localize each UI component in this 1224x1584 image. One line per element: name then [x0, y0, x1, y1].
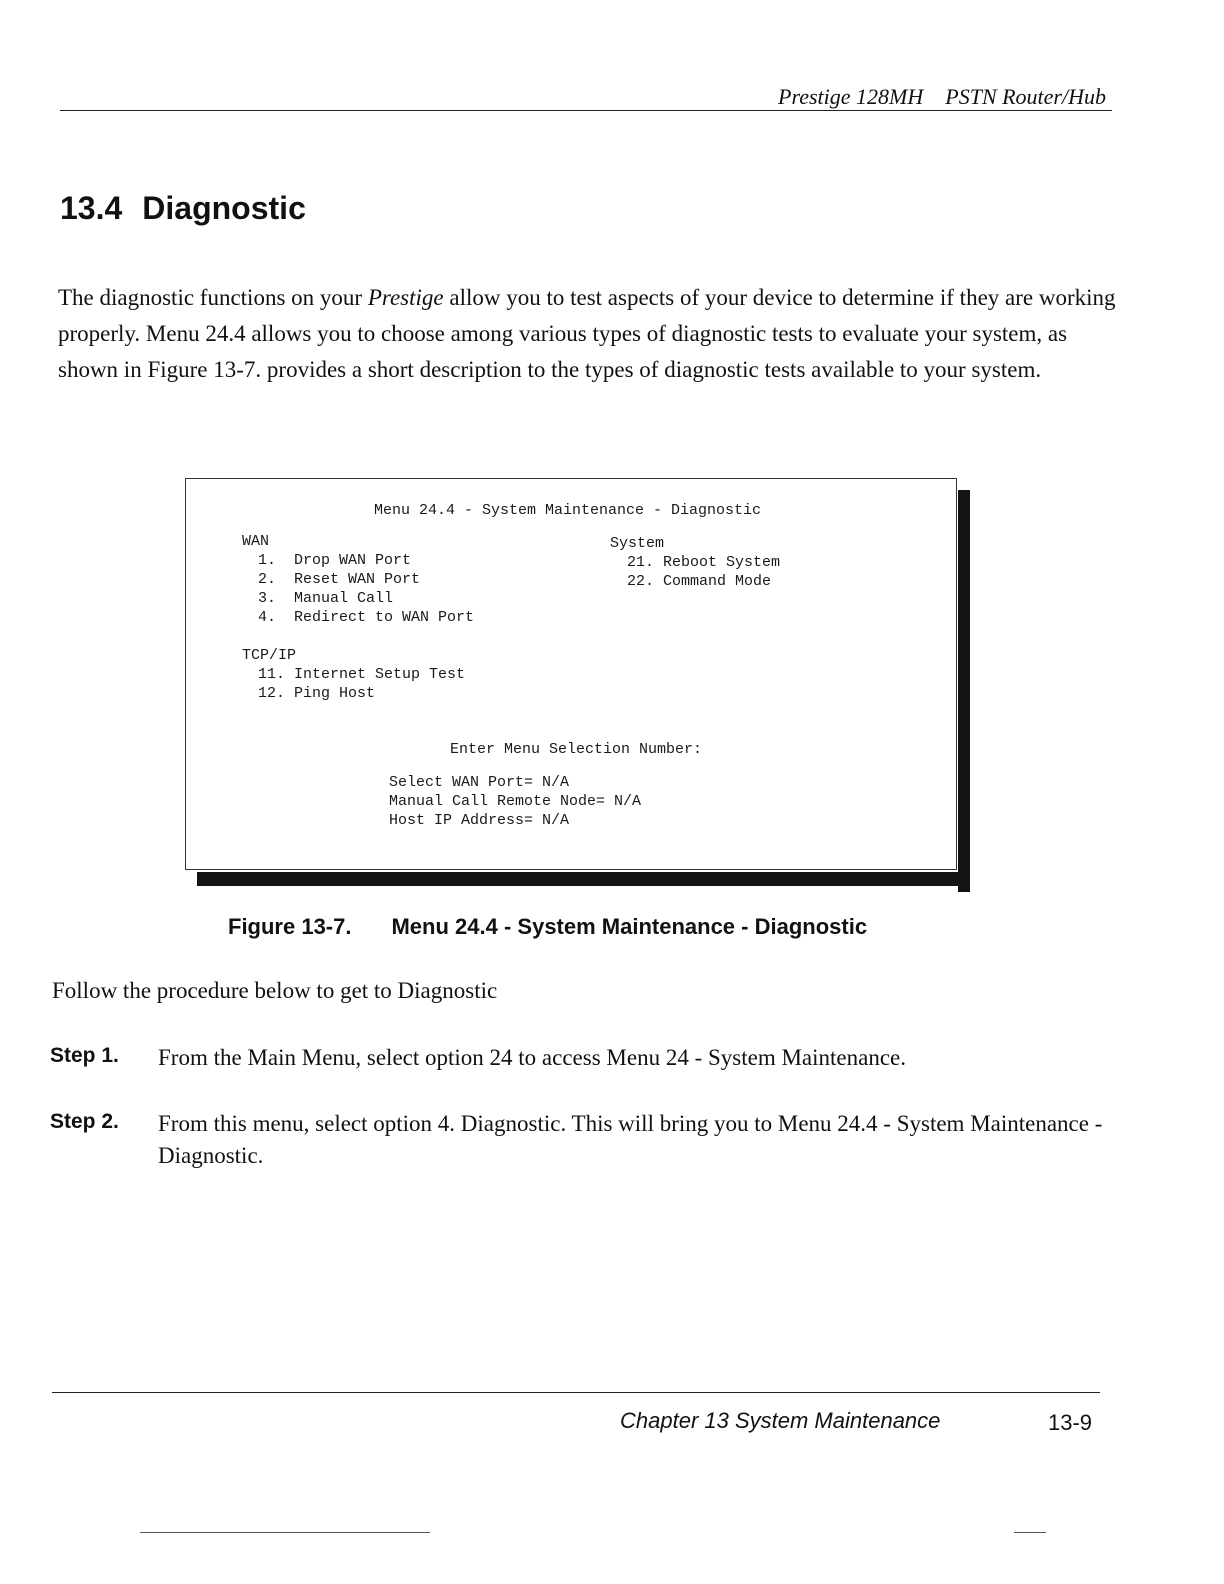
- figure-title: Menu 24.4 - System Maintenance - Diagnostic: [391, 914, 868, 939]
- figure-shadow-bottom: [197, 872, 970, 886]
- tcpip-heading: TCP/IP: [242, 647, 297, 664]
- header-product: Prestige 128MH: [778, 84, 924, 109]
- wan-item-reset: 2. Reset WAN Port: [258, 571, 421, 588]
- figure-shadow-right: [958, 490, 970, 892]
- page-number: 13-9: [1048, 1410, 1093, 1435]
- figure-label: Figure 13-7.: [228, 914, 352, 939]
- wan-heading: WAN: [242, 533, 270, 550]
- procedure-intro: Follow the procedure below to get to Diagnostic: [52, 978, 498, 1003]
- running-header: [778, 84, 1106, 110]
- system-heading: System: [610, 535, 665, 552]
- step-1-text: From the Main Menu, select option 24 to access Menu 24 - System Maintenance.: [158, 1045, 906, 1070]
- section-title: Diagnostic: [142, 190, 306, 226]
- wan-item-manual-call: 3. Manual Call: [258, 590, 394, 607]
- intro-emphasis: Prestige: [367, 285, 444, 310]
- step-1-label: Step 1.: [50, 1044, 119, 1067]
- system-item-reboot: 21. Reboot System: [627, 554, 781, 571]
- scan-artifact-line: [1014, 1532, 1046, 1533]
- field-manual-call-node: Manual Call Remote Node= N/A: [389, 793, 642, 810]
- section-number: 13.4: [60, 190, 123, 226]
- tcpip-item-ping: 12. Ping Host: [258, 685, 376, 702]
- intro-paragraph: [58, 280, 1118, 388]
- menu-screen: [185, 478, 957, 870]
- field-host-ip: Host IP Address= N/A: [389, 812, 570, 829]
- figure-caption: [228, 914, 867, 940]
- section-heading: [60, 190, 306, 227]
- step-2-label: Step 2.: [50, 1110, 119, 1133]
- intro-part1: The diagnostic functions on your: [58, 285, 368, 310]
- header-subtitle: PSTN Router/Hub: [945, 84, 1106, 109]
- step-2-text: From this menu, select option 4. Diagnostic. This will bring you to Menu 24.4 - System Maintenance - Diagnostic.: [158, 1111, 1103, 1168]
- menu-prompt: Enter Menu Selection Number:: [450, 741, 703, 758]
- tcpip-item-internet-setup: 11. Internet Setup Test: [258, 666, 466, 683]
- system-item-command-mode: 22. Command Mode: [627, 573, 772, 590]
- footer-chapter: Chapter 13 System Maintenance: [620, 1408, 941, 1433]
- wan-item-drop: 1. Drop WAN Port: [258, 552, 412, 569]
- footer-rule: [52, 1392, 1100, 1393]
- field-select-wan-port: Select WAN Port= N/A: [389, 774, 570, 791]
- scan-artifact-line: [140, 1532, 430, 1533]
- header-rule: [60, 110, 1112, 111]
- menu-title: Menu 24.4 - System Maintenance - Diagnostic: [374, 502, 762, 519]
- intro-part2: allow you to test aspects of your device to determine if they are working properly. Menu 24.4 allows you to choose among various types of diagnostic tests to evaluate your system, as shown in Figure 13-7. provides a short description to the types of diagnostic tests available to your system.: [58, 285, 1116, 382]
- wan-item-redirect: 4. Redirect to WAN Port: [258, 609, 475, 626]
